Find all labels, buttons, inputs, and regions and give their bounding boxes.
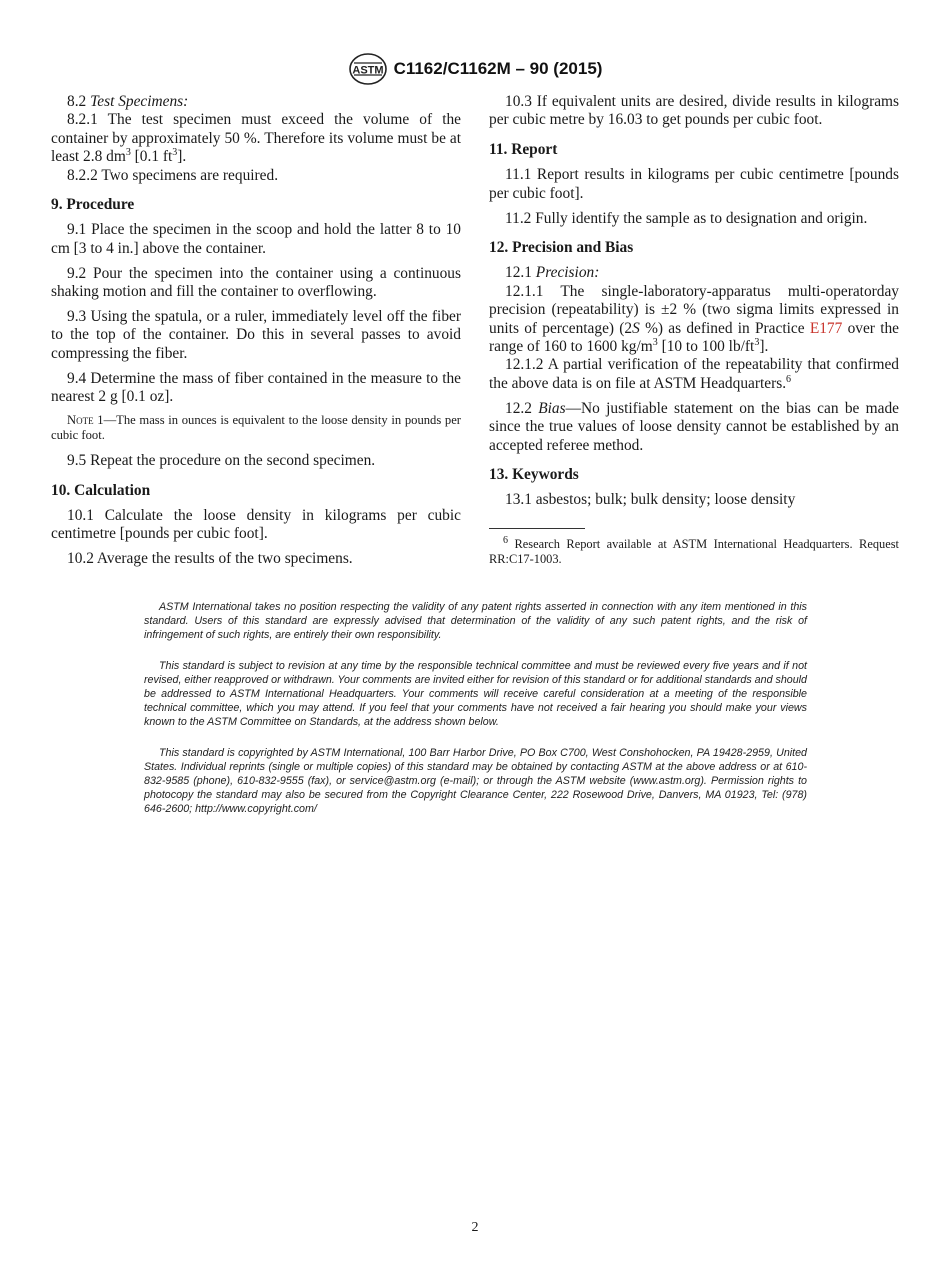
section-12-2: 12.2 Bias—No justifiable statement on the bias can be made since the true values of loose density cannot be established by an accepted referee method. [489, 399, 899, 454]
logo-text: ASTM [351, 64, 384, 77]
left-column [51, 93, 461, 575]
section-9-5: 9.5 Repeat the procedure on the second specimen. [67, 452, 376, 470]
section-12-1-1: 12.1.1 The single-laboratory-apparatus multi-operatorday precision (repeatability) is ±2 % (two sigma limits expressed in units of percentage) (2S %) as defined in Practice E177 over the range of 160 to 1600 $kg/m^3$ [10 to 100 $lb/ft^3$]. [489, 282, 899, 355]
copyright-notice: This standard is copyrighted by ASTM International, 100 Barr Harbor Drive, PO Box C700, West Conshohocken, PA 19428-2959, United States. Individual reprints (single or multiple copies) of this standard may be obtained by contacting ASTM at the above address or at 610-832-9585 (phone), 610-832-9555 (fax), or service@astm.org (e-mail); or through the ASTM website (www.astm.org). Permission rights to photocopy the standard may also be secured from the Copyright Clearance Center, 222 Rosewood Drive, Danvers, MA 01923, Tel: (978) 646-2600; http://www.copyright.com/ [144, 747, 807, 815]
right-column [489, 93, 899, 567]
section-12-1: 12.1 Precision: [505, 264, 600, 282]
note-1: Note 1—The mass in ounces is equivalent to the loose density in pounds per cubic foot. [51, 413, 461, 443]
footnote-6: $^6$ Research Report available at ASTM International Headquarters. Request RR:C17-1003. [489, 534, 899, 566]
section-9-2: 9.2 Pour the specimen into the container using a continuous shaking motion and fill the container to overflowing. [51, 264, 461, 301]
heading-precision-bias: 12. Precision and Bias [489, 238, 634, 256]
section-9-4: 9.4 Determine the mass of fiber contained in the measure to the nearest 2 g [0.1 oz]. [51, 369, 461, 406]
heading-keywords: 13. Keywords [489, 465, 579, 483]
section-10-1: 10.1 Calculate the loose density in kilograms per cubic centimetre [pounds per cubic foot]. [51, 506, 461, 543]
heading-report: 11. Report [489, 140, 558, 158]
footnote-divider [489, 528, 585, 529]
heading-procedure: 9. Procedure [51, 196, 135, 214]
document-header [0, 52, 950, 86]
heading-calculation: 10. Calculation [51, 481, 151, 499]
patent-disclaimer: ASTM International takes no position respecting the validity of any patent rights asserted in connection with any item mentioned in this standard. Users of this standard are expressly advised that determination of the validity of any such patent rights, and the risk of infringement of such rights, are entirely their own responsibility. [144, 601, 807, 641]
standard-designation: C1162/C1162M – 90 (2015) [393, 59, 603, 78]
section-11-2: 11.2 Fully identify the sample as to designation and origin. [505, 209, 868, 227]
section-13-1: 13.1 asbestos; bulk; bulk density; loose density [505, 491, 796, 509]
section-9-3: 9.3 Using the spatula, or a ruler, immediately level off the fiber to the top of the container. Do this in several passes to avoid compressing the fiber. [51, 308, 461, 362]
section-8-2-2: 8.2.2 Two specimens are required. [67, 166, 279, 184]
astm-logo-icon [348, 52, 388, 86]
revision-notice: This standard is subject to revision at any time by the responsible technical committee and must be reviewed every five years and if not revised, either reapproved or withdrawn. Your comments are invited either for revision of this standard or for additional standards and should be addressed to ASTM International Headquarters. Your comments will receive careful consideration at a meeting of the responsible technical committee, which you may attend. If you feel that your comments have not received a fair hearing you should make your views known to the ASTM Committee on Standards, at the address shown below. [144, 660, 807, 728]
section-10-2: 10.2 Average the results of the two specimens. [67, 550, 353, 568]
disclaimer-block [144, 601, 807, 834]
practice-e177-link[interactable]: E177 [809, 319, 843, 337]
section-8-2-1: 8.2.1 The test specimen must exceed the volume of the container by approximately 50 %. Therefore its volume must be at least 2.8 $dm^3$ [0.1 $ft^3$]. [51, 111, 461, 166]
section-9-1: 9.1 Place the specimen in the scoop and hold the latter 8 to 10 cm [3 to 4 in.] above the container. [51, 221, 461, 257]
section-10-3: 10.3 If equivalent units are desired, divide results in kilograms per cubic metre by 16.03 to get pounds per cubic foot. [489, 93, 899, 129]
page-number: 2 [471, 1220, 479, 1235]
section-12-1-2: 12.1.2 A partial verification of the repeatability that confirmed the above data is on file at ASTM Headquarters.$^6$ [489, 356, 899, 392]
section-8-2: 8.2 Test Specimens: [67, 93, 189, 110]
section-11-1: 11.1 Report results in kilograms per cubic centimetre [pounds per cubic foot]. [489, 166, 899, 202]
